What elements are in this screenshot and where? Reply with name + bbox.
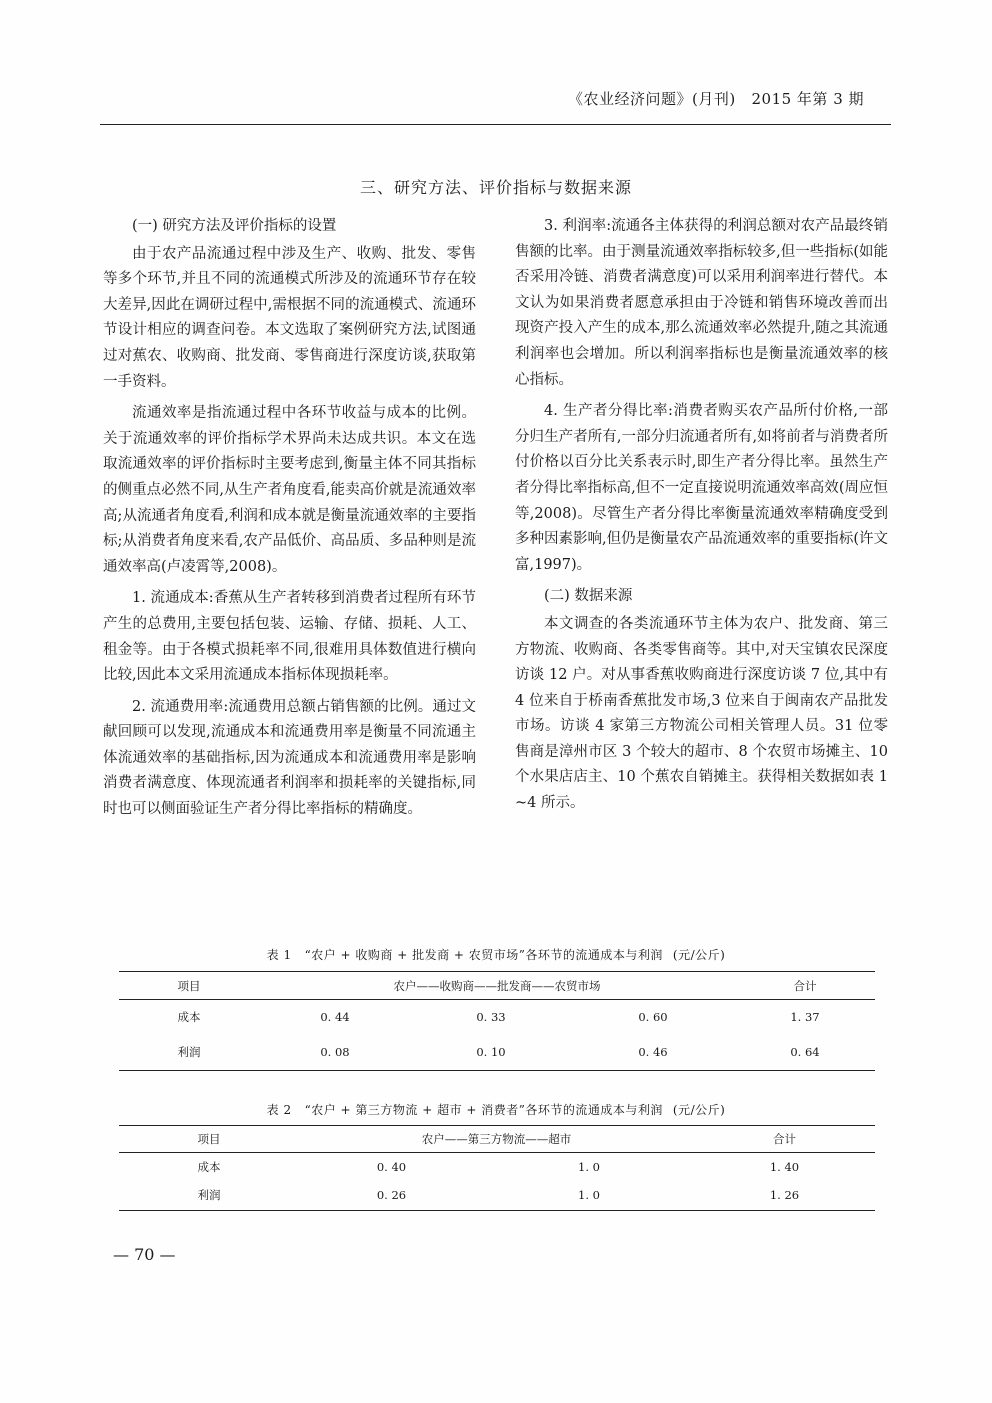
table-row bbox=[119, 1153, 875, 1181]
table-cell: 0. 44 bbox=[320, 1010, 350, 1025]
paragraph: 2. 流通费用率:流通费用总额占销售额的比例。通过文献回顾可以发现,流通成本和流通费用率是衡量不同流通主体流通效率的基础指标,因为流通成本和流通费用率是影响消费者满意度、体现流通者利润率和损耗率的关键指标,同时也可以侧面验证生产者分得比率指标的精确度。 bbox=[103, 698, 476, 818]
subsection-heading-data-source: (二) 数据来源 bbox=[544, 588, 633, 605]
paragraph: 4. 生产者分得比率:消费者购买农产品所付价格,一部分归生产者所有,一部分归流通者所有,如将前者与消费者所付价格以百分比关系表示时,即生产者分得比率。虽然生产者分得比率指标高,但不一定直接说明流通效率高效(周应恒等,2008)。尽管生产者分得比率衡量流通效率精确度受到多种因素影响,但仍是衡量农产品流通效率的重要指标(许文富,1997)。 bbox=[515, 403, 888, 573]
table-cell: 利润 bbox=[177, 1045, 201, 1060]
table-row bbox=[119, 1035, 875, 1071]
table2-header-total: 合计 bbox=[773, 1132, 796, 1146]
table-cell: 1. 37 bbox=[790, 1010, 820, 1025]
table2-header-item: 项目 bbox=[197, 1132, 221, 1146]
table-cell: 0. 33 bbox=[476, 1010, 506, 1025]
page-number: — 70 — bbox=[113, 1245, 176, 1264]
table1-header-item: 项目 bbox=[177, 978, 201, 993]
table2-caption bbox=[0, 1101, 992, 1118]
table-cell: 0. 64 bbox=[790, 1045, 820, 1060]
table-cell: 0. 40 bbox=[376, 1159, 407, 1174]
table1-unit: (元/公斤) bbox=[672, 948, 726, 962]
section-title: 三、研究方法、评价指标与数据来源 bbox=[359, 178, 632, 197]
table2 bbox=[119, 1125, 875, 1211]
table-cell: 0. 46 bbox=[638, 1045, 668, 1060]
table1-header-chain: 农户——收购商——批发商——农贸市场 bbox=[393, 978, 601, 993]
table2-header-chain: 农户——第三方物流——超市 bbox=[421, 1132, 572, 1146]
table1 bbox=[119, 971, 875, 1071]
table1-title: 表 1 “农户 + 收购商 + 批发商 + 农贸市场”各环节的流通成本与利润 bbox=[266, 948, 663, 962]
table-row bbox=[119, 1181, 875, 1211]
table2-unit: (元/公斤) bbox=[672, 1103, 726, 1117]
paragraph: 1. 流通成本:香蕉从生产者转移到消费者过程所有环节产生的总费用,主要包括包装、运输、存储、损耗、人工、租金等。由于各模式损耗率不同,很难用具体数值进行横向比较,因此本文采用流通成本指标体现损耗率。 bbox=[103, 590, 476, 684]
paragraph: 流通效率是指流通过程中各环节收益与成本的比例。关于流通效率的评价指标学术界尚未达成共识。本文在选取流通效率的评价指标时主要考虑到,衡量主体不同其指标的侧重点必然不同,从生产者角度看,能卖高价就是流通效率高;从流通者角度看,利润和成本就是衡量流通效率的主要指标;从消费者角度来看,农产品低价、高品质、多品种则是流通效率高(卢凌霄等,2008)。 bbox=[103, 405, 476, 575]
table-cell: 0. 26 bbox=[376, 1188, 407, 1203]
paragraph: 本文调查的各类流通环节主体为农户、批发商、第三方物流、收购商、各类零售商等。其中,对天宝镇农民深度访谈 12 户。对从事香蕉收购商进行深度访谈 7 位,其中有 4 位来自于桥南香蕉批发市场,3 位来自于闽南农产品批发市场。访谈 4 家第三方物流公司相关管理人员。31 位零售商是漳州市区 3 个较大的超市、8 个农贸市场摊主、10 个水果店店主、10 个蕉农自销摊主。获得相关数据如表 1 ~4 所示。 bbox=[515, 615, 888, 812]
table-cell: 0. 10 bbox=[476, 1045, 506, 1060]
table-cell: 成本 bbox=[197, 1159, 221, 1174]
journal-header: 《农业经济问题》(月刊) 2015 年第 3 期 bbox=[567, 90, 864, 108]
table-cell: 0. 08 bbox=[320, 1045, 350, 1060]
paragraph: 3. 利润率:流通各主体获得的利润总额对农产品最终销售额的比率。由于测量流通效率指标较多,但一些指标(如能否采用冷链、消费者满意度)可以采用利润率进行替代。本文认为如果消费者愿意承担由于冷链和销售环境改善而出现资产投入产生的成本,那么流通效率必然提升,随之其流通利润率也会增加。所以利润率指标也是衡量流通效率的核心指标。 bbox=[515, 218, 888, 388]
table-row bbox=[119, 1000, 875, 1035]
left-column bbox=[103, 214, 476, 829]
table-cell: 1. 26 bbox=[769, 1188, 800, 1203]
table-cell: 1. 0 bbox=[578, 1188, 600, 1203]
header-rule bbox=[100, 124, 891, 125]
subsection-heading-methods: (一) 研究方法及评价指标的设置 bbox=[132, 218, 337, 234]
table2-title: 表 2 “农户 + 第三方物流 + 超市 + 消费者”各环节的流通成本与利润 bbox=[266, 1103, 663, 1117]
table1-header-total: 合计 bbox=[793, 978, 817, 993]
table-cell: 成本 bbox=[177, 1010, 201, 1025]
table-cell: 0. 60 bbox=[638, 1010, 668, 1025]
right-column bbox=[515, 214, 888, 823]
table-cell: 1. 40 bbox=[769, 1159, 800, 1174]
table-cell: 1. 0 bbox=[578, 1159, 600, 1174]
paragraph: 由于农产品流通过程中涉及生产、收购、批发、零售等多个环节,并且不同的流通模式所涉及的流通环节存在较大差异,因此在调研过程中,需根据不同的流通模式、流通环节设计相应的调查问卷。本文选取了案例研究方法,试图通过对蕉农、收购商、批发商、零售商进行深度访谈,获取第一手资料。 bbox=[103, 245, 476, 390]
table-cell: 利润 bbox=[197, 1188, 221, 1203]
table1-caption bbox=[0, 946, 992, 963]
